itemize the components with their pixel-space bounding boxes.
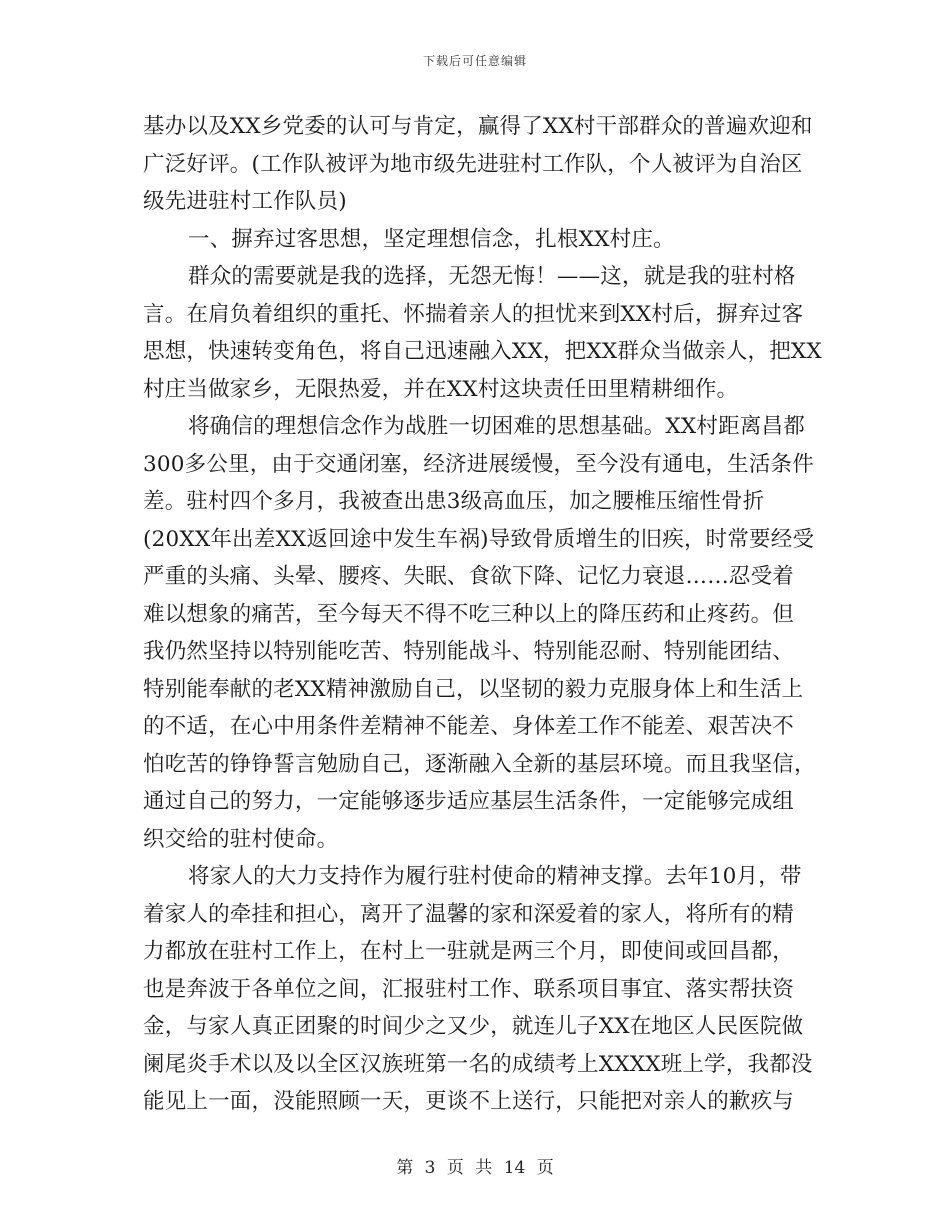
text-line: 织交给的驻村使命。	[143, 826, 339, 852]
text-line: 级先进驻村工作队员)	[143, 189, 347, 214]
text-line: 差。驻村四个多月，我被查出患3级高血压，加之腰椎压缩性骨折	[143, 489, 765, 514]
paragraph-start-line: 将家人的大力支持作为履行驻村使命的精神支撑。去年10月，带	[188, 864, 802, 889]
page-header: 下载后可任意编辑	[422, 54, 527, 68]
text-line: 特别能奉献的老XX精神激励自己，以坚韧的毅力克服身体上和生活上	[143, 676, 804, 702]
text-line: 通过自己的努力，一定能够逐步适应基层生活条件，一定能够完成组	[143, 789, 795, 814]
text-line: 着家人的牵挂和担心，离开了温馨的家和深爱着的家人，将所有的精	[143, 901, 795, 927]
text-line: 能见上一面，没能照顾一天，更谈不上送行，只能把对亲人的歉疚与	[143, 1089, 795, 1114]
text-line: (20XX年出差XX返回途中发生车祸)导致骨质增生的旧疾，时常要经受	[143, 526, 815, 552]
text-line: 广泛好评。(工作队被评为地市级先进驻村工作队，个人被评为自治区	[143, 151, 803, 177]
page-number-footer: 第 3 页 共 14 页	[396, 1158, 554, 1178]
text-line: 300多公里，由于交通闭塞，经济进展缓慢，至今没有通电，生活条件	[143, 451, 814, 477]
paragraph-start-line: 将确信的理想信念作为战胜一切困难的思想基础。XX村距离昌都	[188, 414, 805, 439]
text-line: 阑尾炎手术以及以全区汉族班第一名的成绩考上XXXX班上学，我都没	[143, 1051, 813, 1077]
text-line: 金，与家人真正团聚的时间少之又少，就连儿子XX在地区人民医院做	[143, 1014, 804, 1039]
text-line: 力都放在驻村工作上，在村上一驻就是两三个月，即使间或回昌都，	[143, 939, 795, 964]
text-line: 我仍然坚持以特别能吃苦、特别能战斗、特别能忍耐、特别能团结、	[143, 639, 795, 664]
body-text	[143, 108, 822, 1121]
paragraph-start-line: 群众的需要就是我的选择，无怨无悔！——这，就是我的驻村格	[188, 264, 796, 289]
text-line: 严重的头痛、头晕、腰疼、失眠、食欲下降、记忆力衰退……忍受着	[143, 564, 795, 589]
text-line: 难以想象的痛苦，至今每天不得不吃三种以上的降压药和止疼药。但	[143, 601, 795, 627]
text-line: 的不适，在心中用条件差精神不能差、身体差工作不能差、艰苦决不	[143, 714, 795, 739]
text-line: 言。在肩负着组织的重托、怀揣着亲人的担忧来到XX村后，摒弃过客	[143, 301, 804, 327]
text-line: 思想，快速转变角色，将自己迅速融入XX，把XX群众当做亲人，把XX	[143, 339, 822, 364]
section-heading: 一、摒弃过客思想，坚定理想信念，扎根XX村庄。	[188, 226, 675, 252]
text-line: 怕吃苦的铮铮誓言勉励自己，逐渐融入全新的基层环境。而且我坚信，	[143, 751, 816, 777]
text-line: 村庄当做家乡，无限热爱，并在XX村这块责任田里精耕细作。	[143, 376, 739, 402]
text-line: 基办以及XX乡党委的认可与肯定，赢得了XX村干部群众的普遍欢迎和	[143, 114, 813, 139]
text-line: 也是奔波于各单位之间，汇报驻村工作、联系项目事宜、落实帮扶资	[143, 976, 795, 1002]
